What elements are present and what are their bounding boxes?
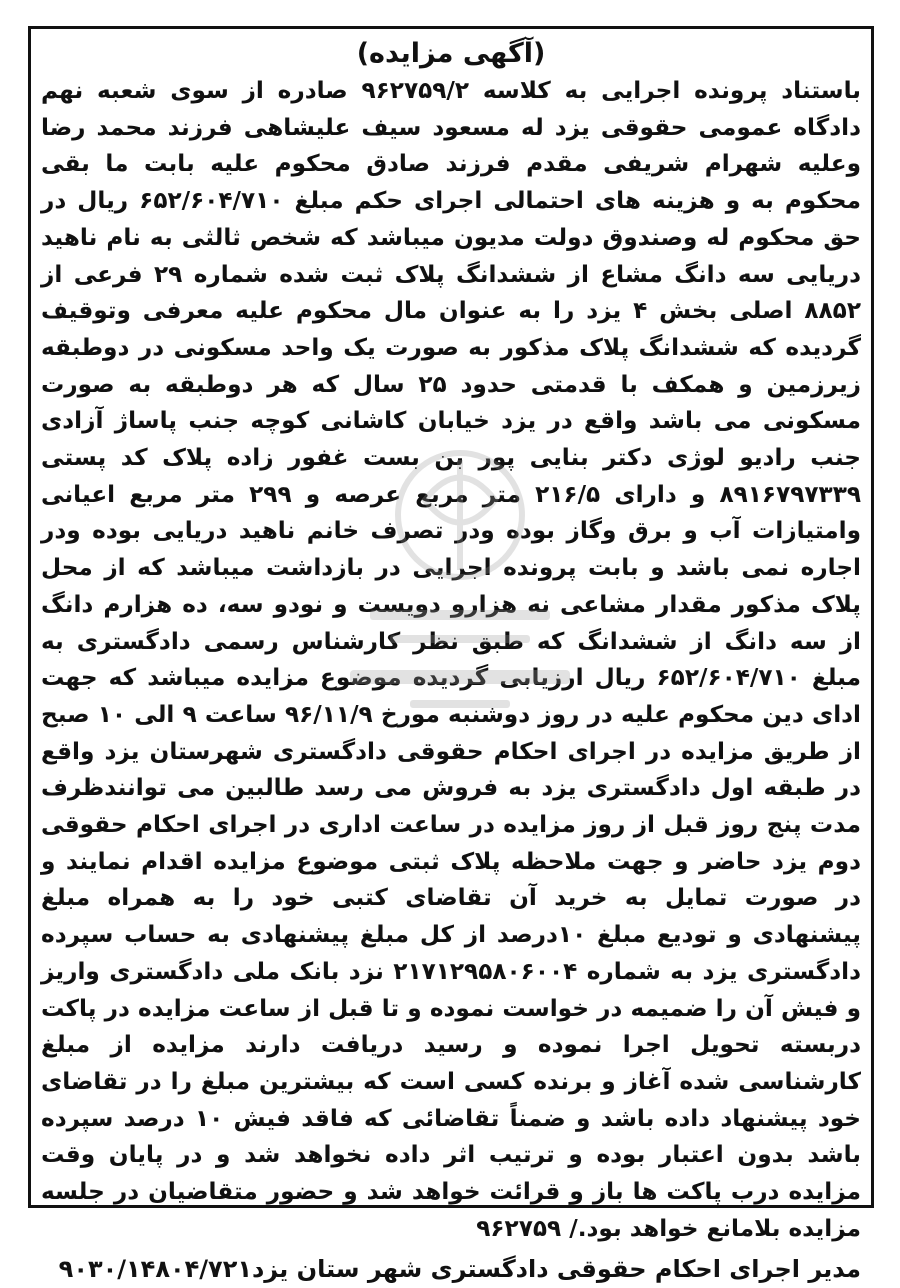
- auction-notice: [28, 26, 874, 1283]
- notice-title: (آگهی مزایده): [356, 38, 546, 69]
- notice-footer-signature: مدیر اجرای احکام حقوقی دادگستری شهر ستان یزد۹۰۳۰/۱۴۸۰۴/۷۲۱: [58, 1254, 861, 1283]
- notice-body: باستناد پرونده اجرایی به کلاسه ۹۶۲۷۵۹/۲ صادره از سوی شعبه نهم دادگاه عمومی حقوقی یزد له مسعود سیف علیشاهی فرزند محمد رضا وعلیه شهرام شریفی مقدم فرزند صادق محکوم علیه بابت ما بقی محکوم به و هزینه های احتمالی اجرای حکم مبلغ ۶۵۲/۶۰۴/۷۱۰ ریال در حق محکوم له وصندوق دولت مدیون میباشد که شخص ثالثی به نام ناهید دریایی سه دانگ مشاع از ششدانگ پلاک ثبت شده شماره ۲۹ فرعی از ۸۸۵۲ اصلی بخش ۴ یزد را به عنوان مال محکوم علیه معرفی وتوقیف گردیده که ششدانگ پلاک مذکور به صورت یک واحد مسکونی در دوطبقه زیرزمین و همکف با قدمتی حدود ۲۵ سال که هر دوطبقه به صورت مسکونی می باشد واقع در یزد خیابان کاشانی کوچه جنب پاساژ آزادی جنب رادیو لوژی دکتر بنایی پور بن بست غفور زاده پلاک کد پستی ۸۹۱۶۷۹۷۳۳۹ و دارای ۲۱۶/۵ متر مربع عرصه و ۲۹۹ متر مربع اعیانی وامتیازات آب و برق وگاز بوده ودر تصرف خانم ناهید دریایی بوده ودر اجاره نمی باشد و بابت پرونده اجرایی در بازداشت میباشد که از محل پلاک مذکور مقدار مشاعی نه هزارو دویست و نودو سه، ده هزارم دانگ از سه دانگ از ششدانگ که طبق نظر کارشناس رسمی دادگستری به مبلغ ۶۵۲/۶۰۴/۷۱۰ ریال ارزیابی گردیده موضوع مزایده میباشد که جهت ادای دین محکوم علیه در روز دوشنبه مورخ ۹۶/۱۱/۹ ساعت ۹ الی ۱۰ صبح از طریق مزایده در اجرای احکام حقوقی دادگستری شهرستان یزد واقع در طبقه اول دادگستری یزد به فروش می رسد طالبین می توانندظرف مدت پنج روز قبل از روز مزایده در ساعت اداری در اجرای احکام حقوقی دوم یزد حاضر و جهت ملاحظه پلاک ثبتی موضوع مزایده اقدام نمایند و در صورت تمایل به خرید آن تقاضای کتبی خود را به همراه مبلغ پیشنهادی و تودیع مبلغ ۱۰درصد از کل مبلغ پیشنهادی به حساب سپرده دادگستری یزد به شماره ۲۱۷۱۲۹۵۸۰۶۰۰۴ نزد بانک ملی دادگستری واریز و فیش آن را ضمیمه در خواست نموده و تا قبل از ساعت مزایده در پاکت دربسته تحویل اجرا نموده و رسید دریافت دارند مزایده از مبلغ کارشناسی شده آغاز و برنده کسی است که بیشترین مبلغ را در تقاضای خود پیشنهاد داده باشد و ضمناً تقاضائی که فاقد فیش ۱۰ درصد سپرده باشد بدون اعتبار بوده و ترتیب اثر داده نخواهد شد و در پایان وقت مزایده درب پاکت ها باز و قرائت خواهد شد و حضور متقاضیان در جلسه مزایده بلامانع خواهد بود./ ۹۶۲۷۵۹: [41, 77, 862, 1242]
